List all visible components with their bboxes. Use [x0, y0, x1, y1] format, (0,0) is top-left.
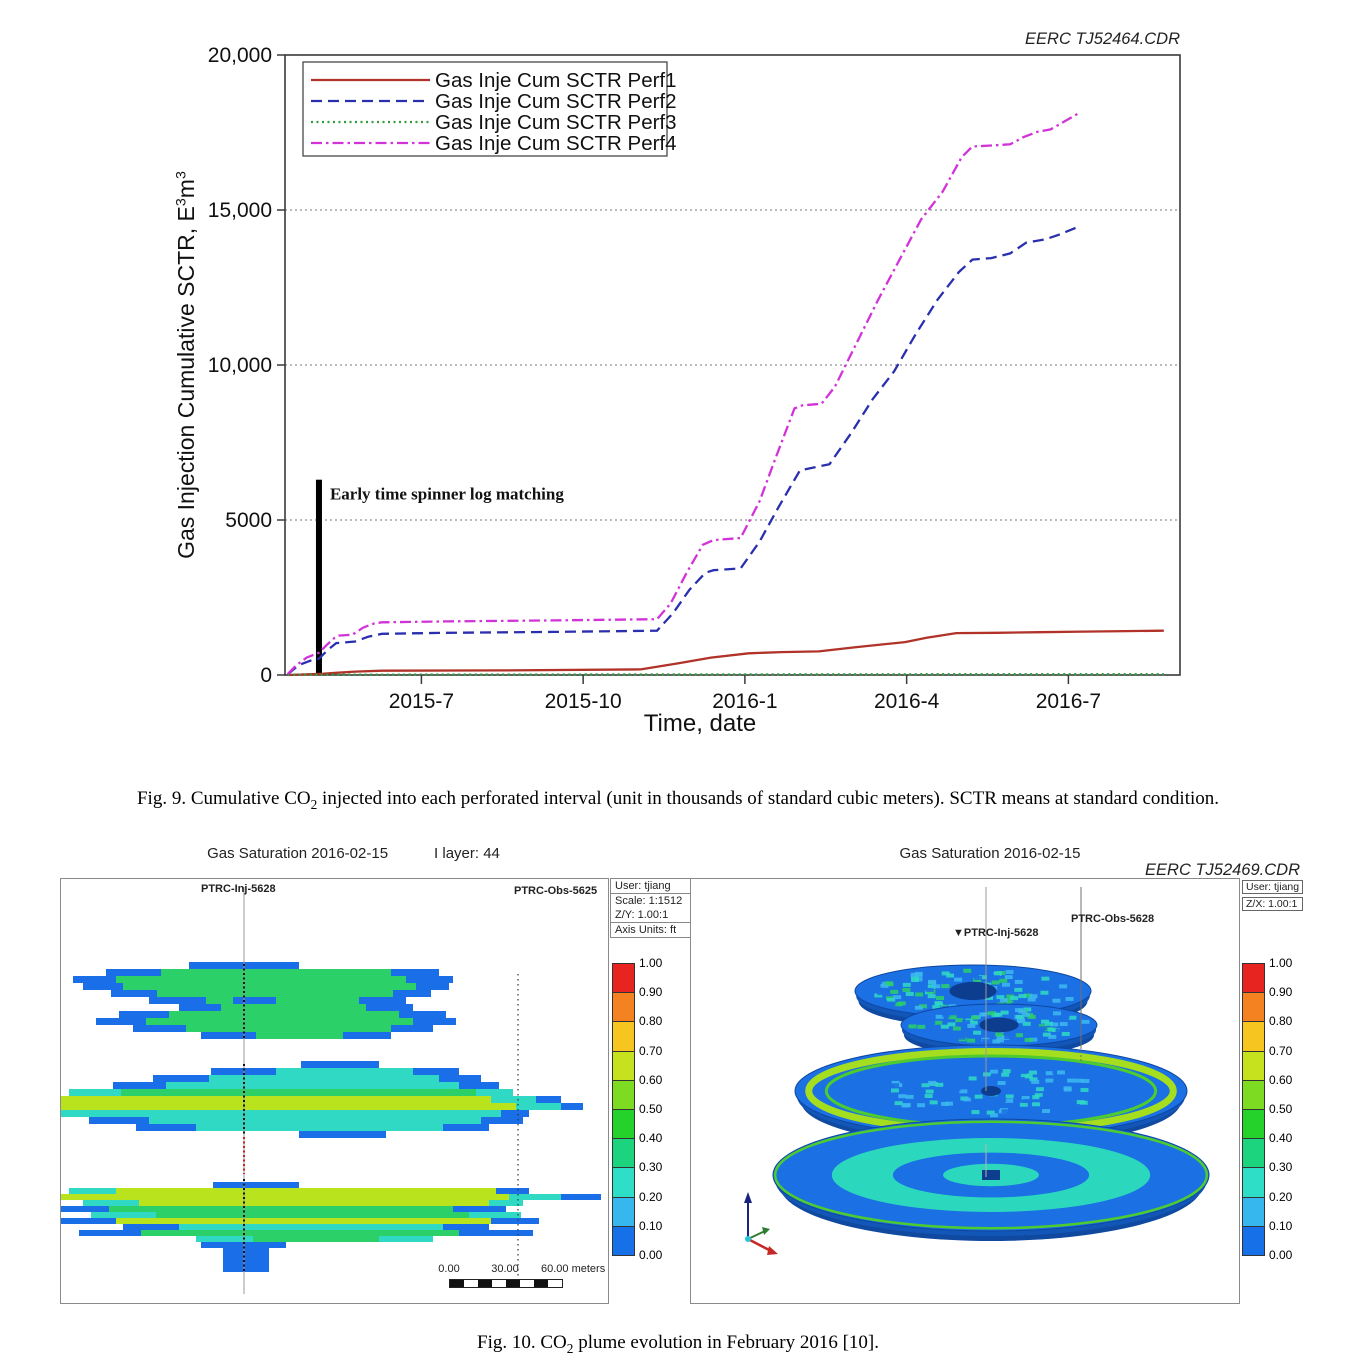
saturation-colorbar-segment: [612, 1138, 635, 1168]
saturation-colorbar-label: 0.00: [639, 1248, 663, 1262]
y-title-sup2: 3: [173, 171, 190, 180]
scale-bar-segment: [450, 1280, 464, 1287]
saturation-colorbar-label: 0.80: [639, 1014, 663, 1029]
right-saturation-colorbar: [1242, 956, 1312, 1263]
x-tick-label: 2016-4: [873, 690, 940, 713]
fig10-left-panel: [60, 878, 609, 1304]
saturation-colorbar-label: 0.30: [639, 1160, 663, 1175]
scale-bar-segment: [534, 1280, 548, 1287]
fig9-x-axis-title: Time, date: [643, 710, 757, 737]
series-line-perf4: [288, 114, 1078, 674]
saturation-colorbar-label: 0.40: [639, 1131, 663, 1146]
fig9-watermark: EERC TJ52464.CDR: [1025, 30, 1180, 48]
plume-disc: [773, 1119, 1209, 1241]
left-inj-well-label: PTRC-Inj-5628: [201, 883, 276, 895]
x-tick-label: 2015-10: [544, 690, 622, 713]
legend-label: Gas Inje Cum SCTR Perf2: [435, 90, 677, 113]
saturation-colorbar-label: 0.40: [1269, 1131, 1293, 1146]
y-tick-label: 10,000: [207, 354, 272, 377]
saturation-colorbar-label: 0.60: [1269, 1072, 1293, 1087]
saturation-colorbar-segment: [1242, 992, 1265, 1022]
y-title-sup1: 3: [173, 198, 190, 207]
saturation-colorbar-label: 0.20: [1269, 1189, 1293, 1204]
legend-label: Gas Inje Cum SCTR Perf4: [435, 132, 677, 155]
info-axis-units: Axis Units: ft: [611, 922, 706, 937]
scale-bar-segment: [492, 1280, 506, 1287]
saturation-colorbar-segment: [612, 992, 635, 1022]
scalebar-label-0: 0.00: [438, 1263, 460, 1275]
series-line-perf2: [288, 227, 1078, 674]
left-obs-well-label: PTRC-Obs-5625: [514, 885, 598, 897]
saturation-colorbar-label: 0.10: [1269, 1218, 1293, 1233]
saturation-colorbar-label: 0.90: [639, 985, 663, 1000]
fig10-left-ilayer: I layer: 44: [434, 845, 500, 862]
saturation-colorbar-label: 0.80: [1269, 1014, 1293, 1029]
left-plume-blocks: [61, 962, 601, 1272]
scalebar-label-30: 30.00: [491, 1263, 519, 1275]
fig10-right-title: Gas Saturation 2016-02-15: [899, 845, 1081, 862]
spinner-log-annotation-text: Early time spinner log matching: [329, 484, 564, 504]
spinner-log-annotation-bar: [316, 480, 322, 675]
saturation-colorbar-segment: [1242, 1167, 1265, 1197]
saturation-colorbar-label: 1.00: [639, 956, 663, 970]
saturation-colorbar-label: 0.50: [1269, 1102, 1293, 1116]
fig10-left-title-text: Gas Saturation 2016-02-15: [207, 845, 389, 862]
fig10-right-info-box: [1242, 880, 1303, 914]
fig9-caption: [20, 788, 1336, 813]
y-tick-label: 15,000: [207, 199, 272, 222]
saturation-colorbar-label: 0.70: [639, 1043, 663, 1058]
map-scale-bar: [449, 1279, 563, 1288]
saturation-colorbar-segment: [612, 1021, 635, 1051]
saturation-colorbar-segment: [612, 1051, 635, 1081]
fig10-right-panel: [690, 878, 1240, 1304]
saturation-colorbar-label: 0.00: [1269, 1248, 1293, 1262]
fig9-caption-sub: 2: [310, 796, 318, 812]
series-line-perf1: [288, 631, 1164, 675]
info-zy: Z/Y: 1.00:1: [615, 909, 669, 921]
saturation-colorbar-segment: [1242, 1138, 1265, 1168]
x-tick-label: 2016-7: [1035, 690, 1102, 713]
fig10-caption-sub: 2: [566, 1340, 574, 1356]
scale-bar-segment: [464, 1280, 478, 1287]
plume-discs: [773, 965, 1209, 1241]
fig9-caption-text2: injected into each perforated interval (unit in thousands of standard cubic meters). SCTR means at standard condition.: [317, 788, 1220, 809]
y-tick-label: 0: [260, 664, 272, 687]
saturation-colorbar-segment: [1242, 1051, 1265, 1081]
fig10-caption-text2: plume evolution in February 2016 [10].: [573, 1332, 879, 1353]
right-inj-well-label: ▼PTRC-Inj-5628: [953, 927, 1039, 939]
info-zx: Z/X: 1.00:1: [1242, 897, 1303, 911]
saturation-colorbar-segment: [1242, 1109, 1265, 1139]
saturation-colorbar-segment: [612, 1109, 635, 1139]
saturation-colorbar-segment: [1242, 1197, 1265, 1227]
y-tick-label: 5000: [225, 509, 272, 532]
saturation-colorbar-segment: [1242, 1080, 1265, 1110]
saturation-colorbar-label: 1.00: [1269, 956, 1293, 970]
left-saturation-colorbar: [612, 956, 682, 1263]
fig10-caption: [20, 1332, 1336, 1357]
saturation-colorbar-segment: [612, 1167, 635, 1197]
axis-triad-icon: [744, 1192, 778, 1255]
saturation-colorbar-segment: [612, 1226, 635, 1256]
saturation-colorbar-label: 0.70: [1269, 1043, 1293, 1058]
scale-bar-segment: [520, 1280, 534, 1287]
fig10-left-plume-graphic: [61, 879, 608, 1303]
saturation-colorbar-segment: [1242, 963, 1265, 993]
chart-legend: [303, 62, 677, 156]
x-tick-label: 2016-1: [712, 690, 778, 713]
y-tick-label: 20,000: [207, 44, 272, 67]
fig9-caption-text: Fig. 9. Cumulative CO: [136, 788, 311, 809]
fig10-right-watermark: EERC TJ52469.CDR: [1145, 861, 1300, 879]
saturation-colorbar-label: 0.20: [639, 1189, 663, 1204]
scale-bar-segment: [478, 1280, 492, 1287]
fig10-right-plume-graphic: [691, 879, 1239, 1303]
scalebar-label-60: 60.00 meters: [541, 1263, 606, 1275]
fig10-left-title: [80, 845, 627, 862]
saturation-colorbar-label: 0.30: [1269, 1160, 1293, 1175]
saturation-colorbar-segment: [1242, 1226, 1265, 1256]
y-title-text: Gas Injection Cumulative SCTR, E: [173, 206, 199, 559]
right-obs-well-label: PTRC-Obs-5628: [1071, 913, 1155, 925]
scale-bar-segment: [548, 1280, 562, 1287]
saturation-colorbar-label: 0.90: [1269, 985, 1293, 1000]
saturation-colorbar-label: 0.50: [639, 1102, 663, 1116]
saturation-colorbar-label: 0.60: [639, 1072, 663, 1087]
saturation-colorbar-segment: [612, 1197, 635, 1227]
saturation-colorbar-label: 0.10: [639, 1218, 663, 1233]
scale-bar-segment: [506, 1280, 520, 1287]
legend-label: Gas Inje Cum SCTR Perf1: [435, 69, 677, 92]
saturation-colorbar-segment: [612, 1080, 635, 1110]
saturation-colorbar-segment: [1242, 1021, 1265, 1051]
info-user: User: tjiang: [611, 879, 706, 894]
info-user-right: User: tjiang: [1242, 880, 1303, 894]
saturation-colorbar-segment: [612, 963, 635, 993]
info-scale: Scale: 1:1512: [615, 895, 683, 907]
y-title-m: m: [173, 179, 199, 199]
legend-label: Gas Inje Cum SCTR Perf3: [435, 111, 677, 134]
fig9-y-axis-title: [173, 45, 203, 685]
x-tick-label: 2015-7: [388, 690, 455, 713]
fig10-caption-text: Fig. 10. CO: [477, 1332, 567, 1353]
